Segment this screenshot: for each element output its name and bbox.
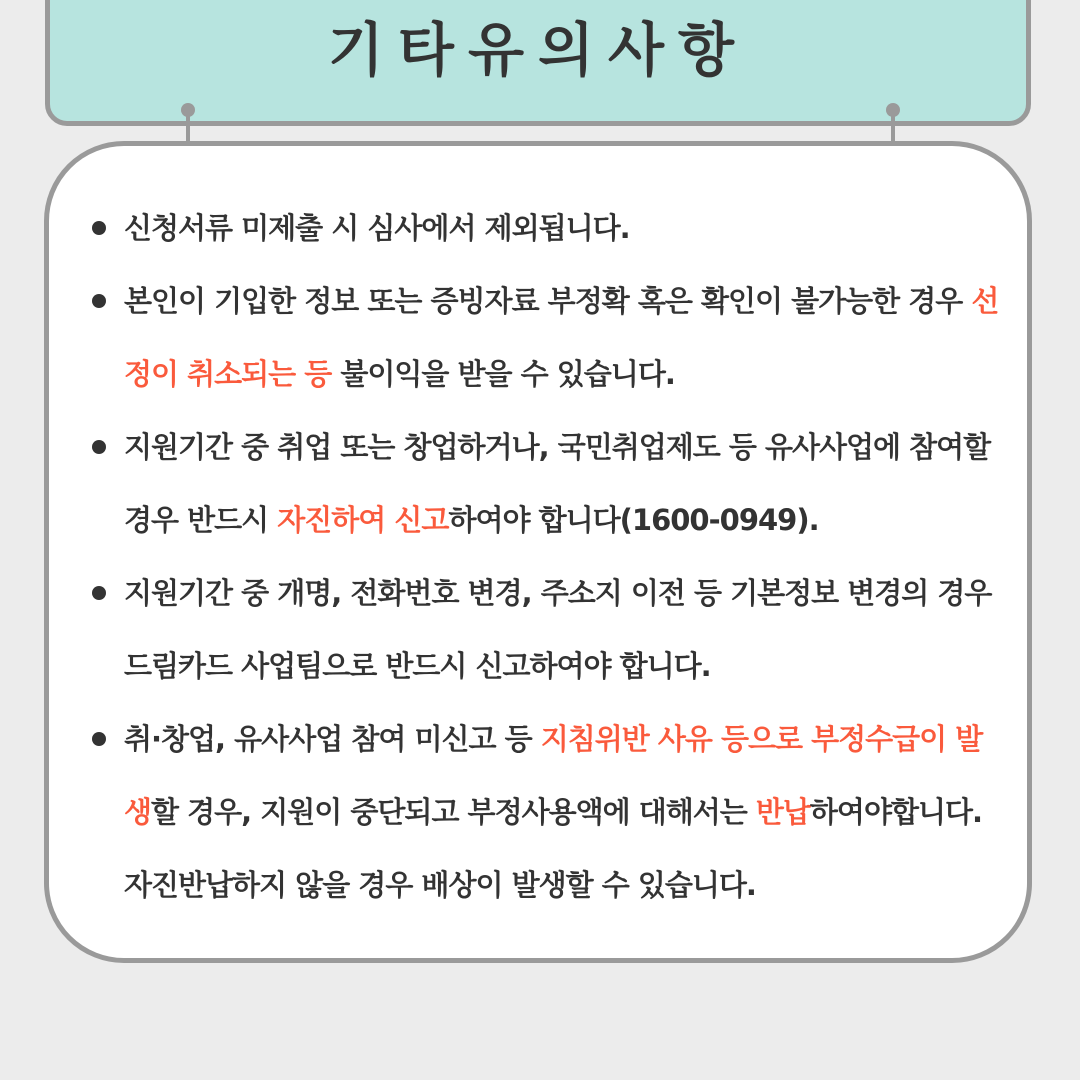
bullet-icon [92, 221, 106, 235]
notice-item [78, 411, 1008, 557]
notice-text: 지원기간 중 취업 또는 창업하거나, 국민취업제도 등 유사사업에 참여할 경우 반드시 [124, 430, 991, 537]
notice-text: 할 경우, 지원이 중단되고 부정사용액에 대해서는 [151, 795, 756, 829]
notice-item [78, 703, 1008, 922]
notice-text: 지원기간 중 개명, 전화번호 변경, 주소지 이전 등 기본정보 변경의 경우 드림카드 사업팀으로 반드시 신고하여야 합니다. [124, 576, 992, 683]
bullet-icon [92, 294, 106, 308]
notice-text: 신청서류 미제출 시 심사에서 제외됩니다. [124, 211, 630, 245]
left-hanger-top-dot [181, 103, 195, 117]
notice-text: 불이익을 받을 수 있습니다. [331, 357, 675, 391]
notice-text: 본인이 기입한 정보 또는 증빙자료 부정확 혹은 확인이 불가능한 경우 [124, 284, 972, 318]
notice-highlight: 지침위반 사유 등으로 부정수급이 발생 [124, 722, 983, 829]
notice-highlight: 반납 [755, 795, 810, 829]
notice-text: 취·창업, 유사사업 참여 미신고 등 [124, 722, 541, 756]
notice-item [78, 265, 1008, 411]
notice-list [78, 192, 1008, 922]
notice-text: 하여야합니다. 자진반납하지 않을 경우 배상이 발생할 수 있습니다. [124, 795, 983, 902]
notice-highlight: 자진하여 신고 [277, 503, 449, 537]
page-title: 기타유의사항 [327, 16, 749, 84]
notice-item [78, 557, 1008, 703]
bullet-icon [92, 586, 106, 600]
bullet-icon [92, 732, 106, 746]
notice-item [78, 192, 1008, 265]
bullet-icon [92, 440, 106, 454]
notice-text: 하여야 합니다(1600-0949). [448, 503, 819, 537]
right-hanger-top-dot [886, 103, 900, 117]
notice-highlight: 선정이 취소되는 등 [124, 284, 999, 391]
